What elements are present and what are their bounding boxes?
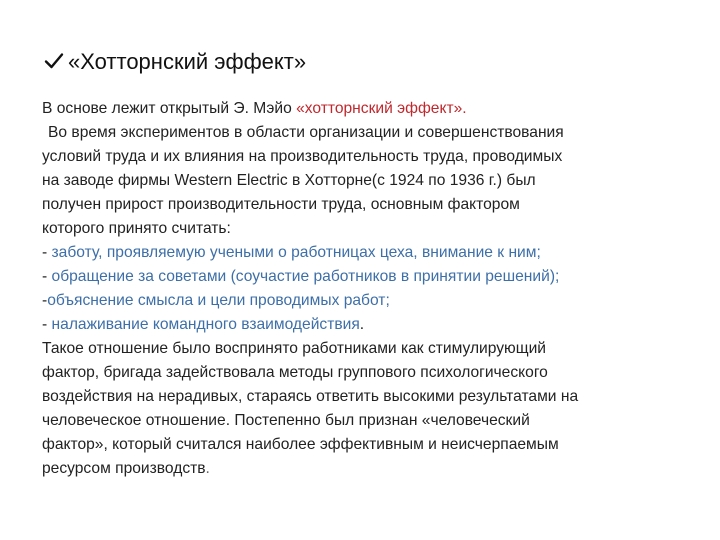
- conclusion-last-end: .: [205, 460, 210, 477]
- paragraph-line: на заводе фирмы Western Electric в Хотторне(с 1924 по 1936 г.) был: [42, 172, 536, 189]
- factor-item: [42, 241, 712, 265]
- factor-item: [42, 313, 712, 337]
- factor-end: .: [359, 316, 365, 333]
- paragraph-line: получен прирост производительности труда, основным фактором: [42, 196, 520, 213]
- factor-text: обращение за советами (соучастие работников в принятии решений);: [51, 268, 560, 285]
- slide-title-text: «Хотторнский эффект»: [68, 49, 307, 74]
- intro-highlight: «хотторнский эффект».: [296, 100, 467, 117]
- factor-item: [42, 265, 712, 289]
- factor-dash: -: [42, 244, 52, 261]
- intro-prefix: В основе лежит открытый Э. Мэйо: [42, 100, 297, 117]
- conclusion-line: фактор, бригада задействовала методы группового психологического: [42, 364, 548, 381]
- conclusion-last-line: [42, 457, 712, 481]
- factor-dash: -: [42, 316, 52, 333]
- conclusion-line: воздействия на нерадивых, стараясь ответить высокими результатами на: [42, 388, 579, 405]
- paragraph-line: Во время экспериментов в области организации и совершенствования: [48, 124, 564, 141]
- factor-dash: -: [42, 292, 48, 309]
- factor-text: заботу, проявляемую учеными о работницах цеха, внимание к ним;: [51, 244, 541, 261]
- conclusion-line: человеческое отношение. Постепенно был признан «человеческий: [42, 412, 530, 429]
- paragraph-line: условий труда и их влияния на производительность труда, проводимых: [42, 148, 563, 165]
- conclusion-line: фактор», который считался наиболее эффективным и неисчерпаемым: [42, 436, 559, 453]
- factor-text: налаживание командного взаимодействия: [51, 316, 360, 333]
- factor-item: [42, 289, 712, 313]
- checkmark-icon: [44, 51, 64, 71]
- slide-body: [42, 97, 712, 481]
- paragraph-line: которого принято считать:: [42, 220, 231, 237]
- slide-title: [44, 47, 306, 77]
- factor-dash: -: [42, 268, 52, 285]
- intro-line: [42, 97, 712, 121]
- factor-text: объяснение смысла и цели проводимых работ;: [47, 292, 390, 309]
- conclusion-last-text: ресурсом производств: [42, 460, 206, 477]
- conclusion-line: Такое отношение было воспринято работниками как стимулирующий: [42, 340, 547, 357]
